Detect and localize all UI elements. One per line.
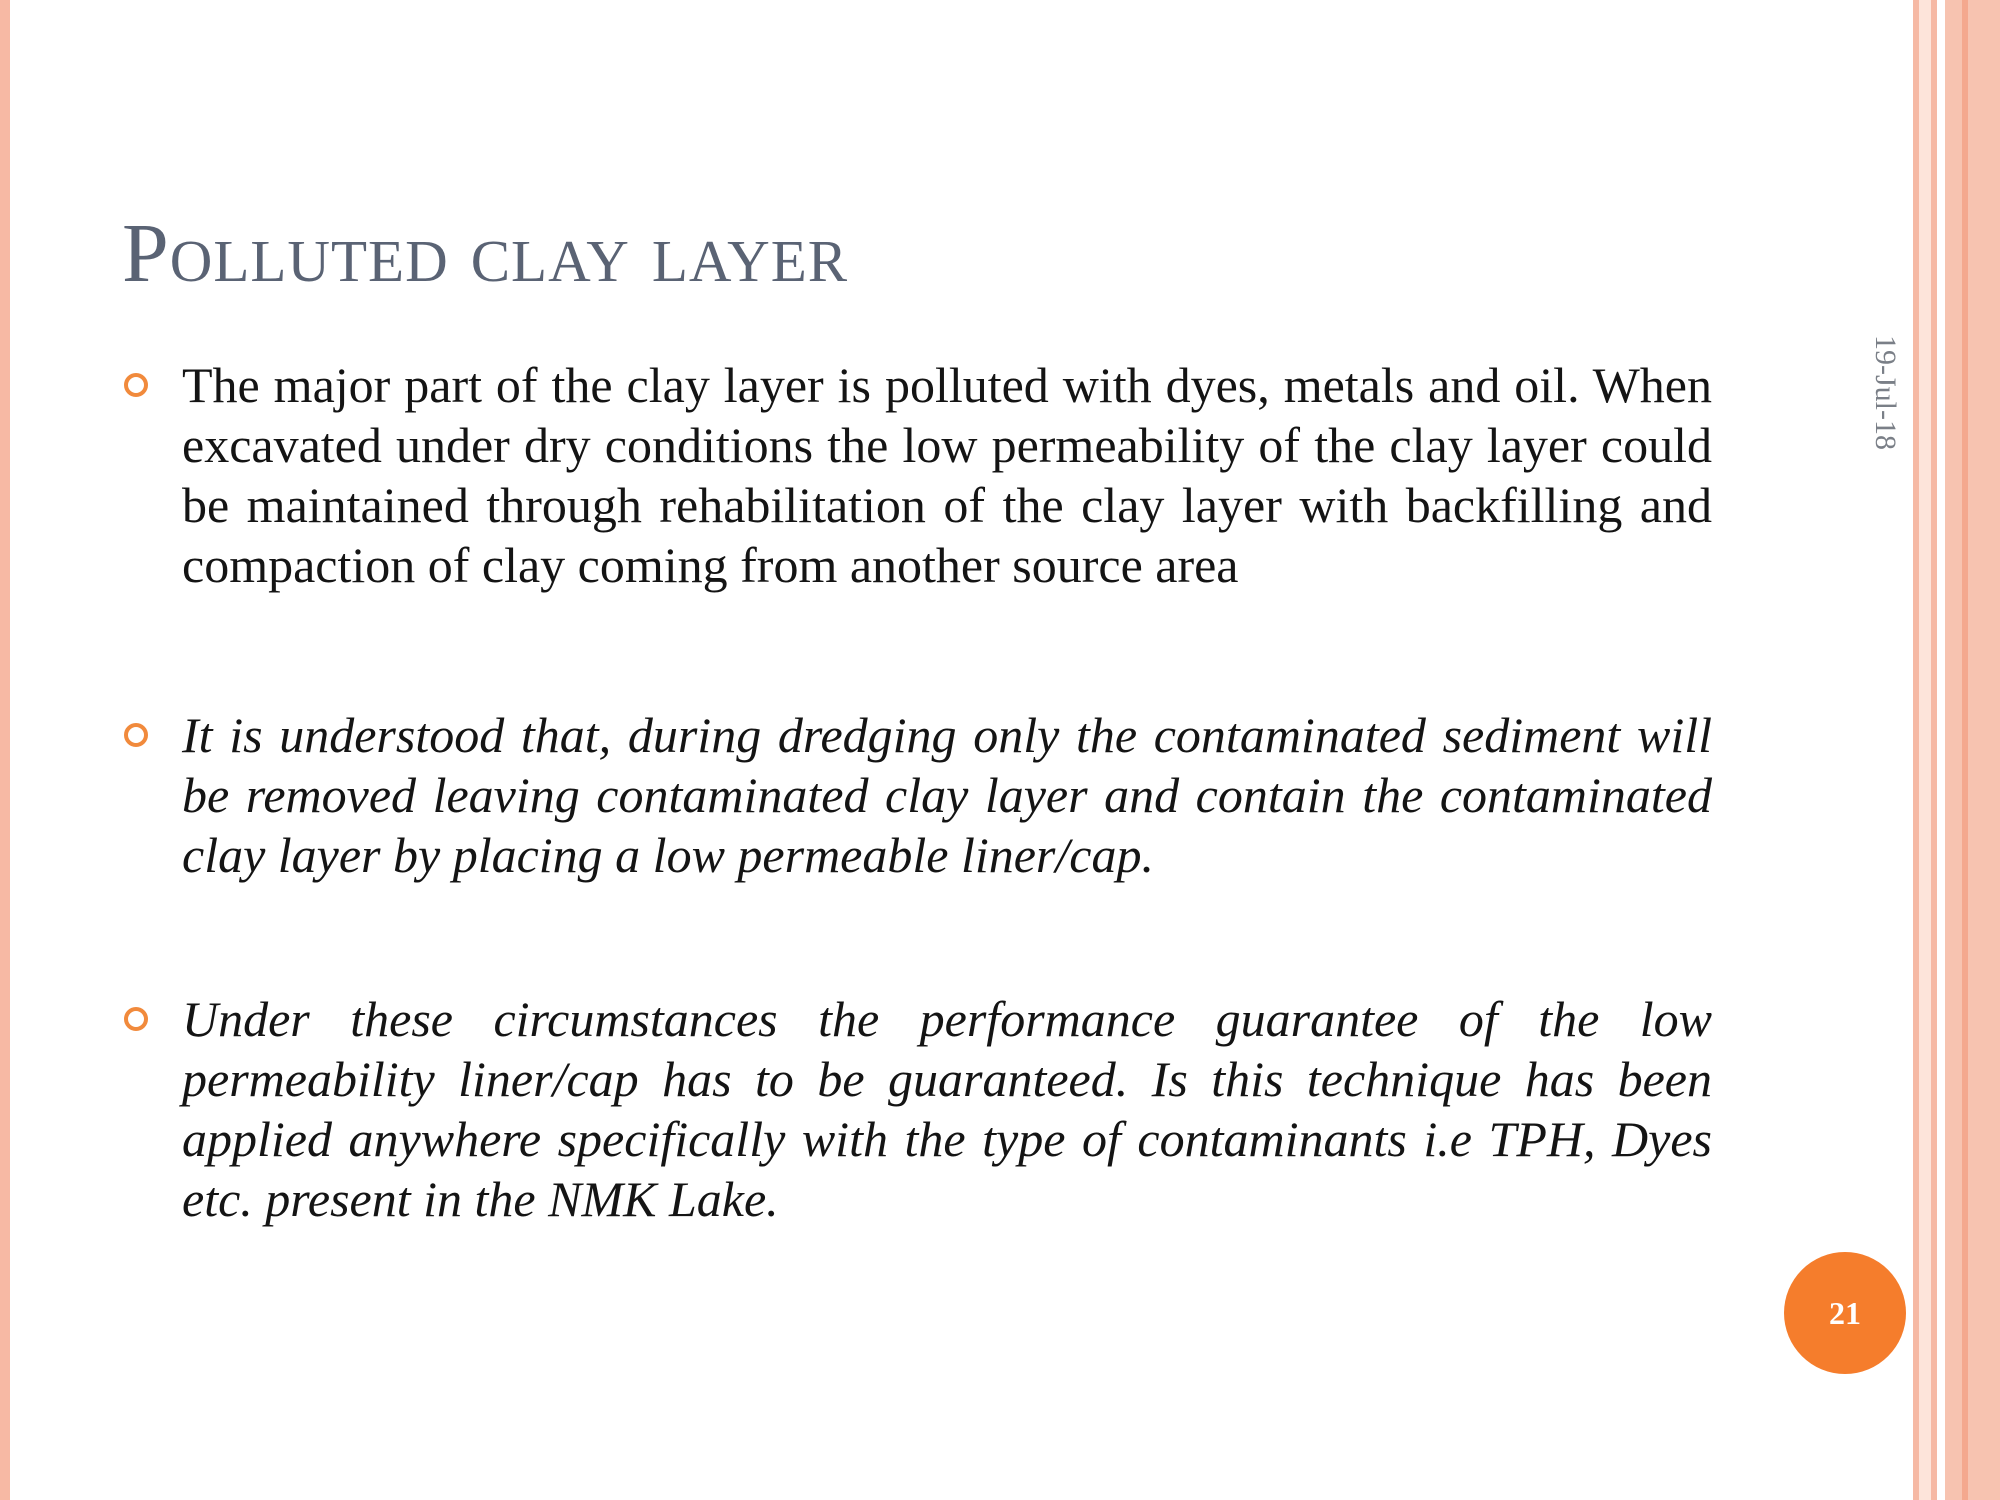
right-border-gap	[1937, 0, 1945, 1500]
bullet-text: Under these circumstances the performance guarantee of the low permeability liner/cap has to be guaranteed. Is this technique has been applied anywhere specifically with the type of contaminants i.e TPH, Dyes etc. present in the NMK Lake.	[182, 991, 1712, 1227]
bullet-circle-icon	[124, 723, 148, 747]
left-border-stripe	[0, 0, 10, 1500]
slide-title: Polluted clay layer	[122, 207, 849, 300]
bullet-list	[122, 355, 1712, 1229]
slide-date: 19-Jul-18	[1869, 335, 1902, 450]
right-border-stripe	[1962, 0, 1968, 1500]
page-number-badge: 21	[1784, 1252, 1906, 1374]
bullet-circle-icon	[124, 373, 148, 397]
right-border-band	[1945, 0, 2000, 1500]
bullet-text: It is understood that, during dredging only the contaminated sediment will be removed leaving contaminated clay layer and contain the contaminated clay layer by placing a low permeable liner/cap.	[182, 707, 1712, 883]
right-border-stripe	[1919, 0, 1931, 1500]
bullet-text: The major part of the clay layer is polluted with dyes, metals and oil. When excavated under dry conditions the low permeability of the clay layer could be maintained through rehabilitation of the clay layer with backfilling and compaction of clay coming from another source area	[182, 357, 1712, 593]
bullet-circle-icon	[124, 1007, 148, 1031]
bullet-item	[122, 355, 1712, 595]
bullet-item	[122, 989, 1712, 1229]
bullet-item	[122, 705, 1712, 885]
